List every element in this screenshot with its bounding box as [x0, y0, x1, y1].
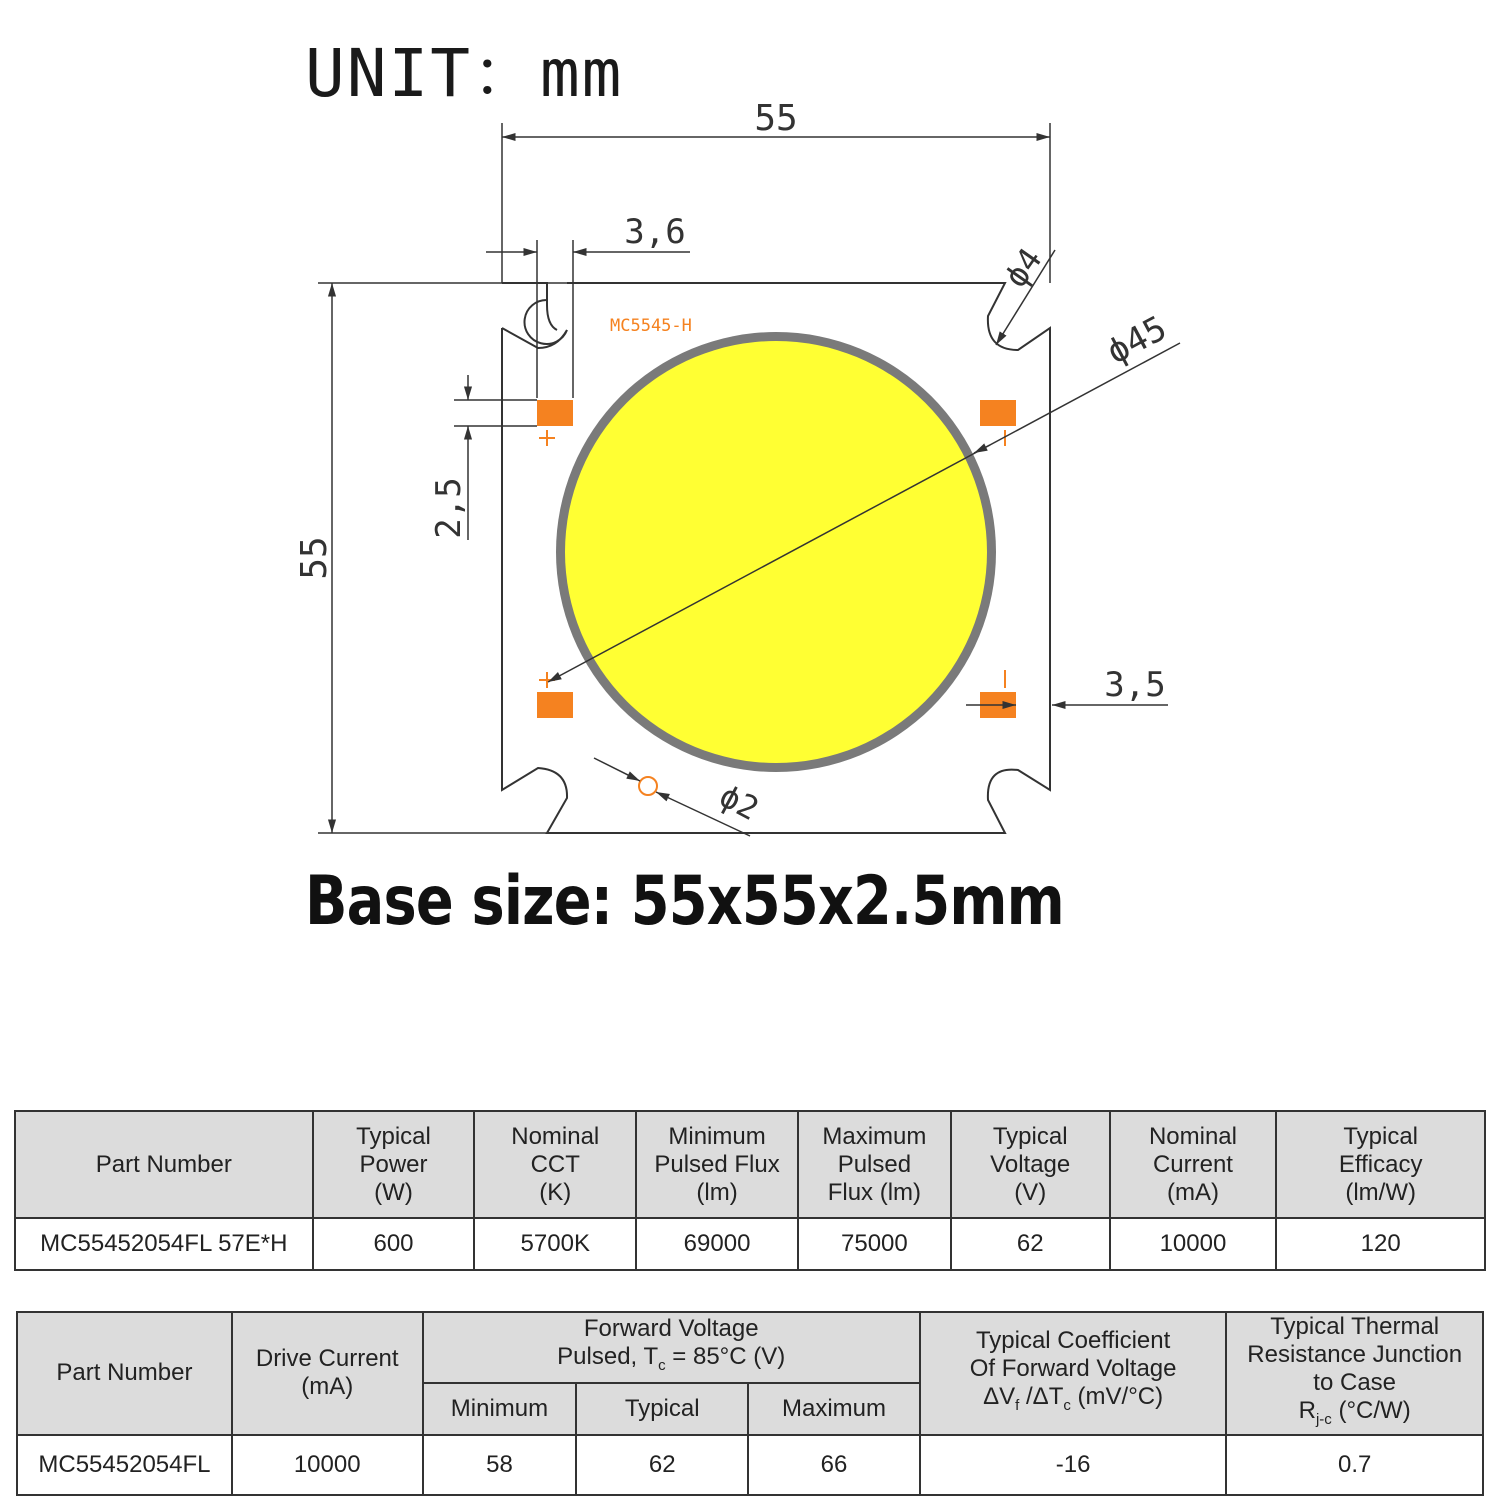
header-minimum: Minimum: [423, 1383, 577, 1434]
header-typical: Typical: [576, 1383, 748, 1434]
header-thermal-resistance: Typical Thermal Resistance Junction to Case $R_{j-c}$ (°C/W): [1226, 1312, 1483, 1435]
header-min-flux: Minimum Pulsed Flux (lm): [636, 1111, 798, 1218]
mark-diameter-dimension: ϕ2: [713, 776, 766, 829]
cell-part-number: MC55452054FL 57E*H: [15, 1218, 313, 1270]
cell-cct: 5700K: [474, 1218, 636, 1270]
cell-vf-typ: 62: [576, 1435, 748, 1495]
cell-efficacy: 120: [1276, 1218, 1485, 1270]
hole-diameter-dimension: ϕ4: [996, 241, 1050, 295]
spec-table-main: [14, 1110, 1486, 1271]
header-typical-power: Typical Power (W): [313, 1111, 475, 1218]
cell-vf-max: 66: [748, 1435, 920, 1495]
table-header-row: [17, 1312, 1483, 1383]
table-row: [17, 1435, 1483, 1495]
table-row: [15, 1218, 1485, 1270]
pad-side-dimension: 3,5: [1104, 665, 1166, 705]
header-nominal-cct: Nominal CCT (K): [474, 1111, 636, 1218]
cell-thermal-resistance: 0.7: [1226, 1435, 1483, 1495]
cell-temp-coefficient: -16: [920, 1435, 1226, 1495]
cell-current: 10000: [1110, 1218, 1277, 1270]
pad-top-left: [537, 400, 573, 426]
height-dimension: 55: [294, 536, 335, 580]
width-dimension: 55: [754, 98, 798, 139]
led-diameter-dimension: ϕ45: [1100, 308, 1174, 373]
spec-table-electrical: [16, 1311, 1484, 1496]
cell-min-flux: 69000: [636, 1218, 798, 1270]
cell-max-flux: 75000: [798, 1218, 951, 1270]
base-size-label: Base size: 55x55x2.5mm: [305, 862, 1064, 941]
header-forward-voltage: Forward Voltage Pulsed, $T_c = 85^\circ C$ (V): [423, 1312, 920, 1383]
pad-bottom-left: [537, 692, 573, 718]
cell-part-number: MC55452054FL: [17, 1435, 232, 1495]
pad-offset-dimension: 3,6: [624, 212, 686, 252]
led-emitting-area: [565, 341, 987, 763]
header-maximum: Maximum: [748, 1383, 920, 1434]
header-part-number: Part Number: [15, 1111, 313, 1218]
cell-drive-current: 10000: [232, 1435, 423, 1495]
header-part-number: Part Number: [17, 1312, 232, 1435]
mark-circle: [639, 777, 657, 795]
cell-power: 600: [313, 1218, 475, 1270]
chip-label: MC5545-H: [610, 316, 692, 336]
header-temp-coefficient: Typical Coefficient Of Forward Voltage $\Delta V_f$ $/\Delta T_c$ (mV/°C): [920, 1312, 1226, 1435]
table-header-row: [15, 1111, 1485, 1218]
header-drive-current: Drive Current (mA): [232, 1312, 423, 1435]
header-typical-voltage: Typical Voltage (V): [951, 1111, 1110, 1218]
cell-voltage: 62: [951, 1218, 1110, 1270]
pad-height-dimension: 2,5: [429, 477, 469, 539]
pad-top-right: [980, 400, 1016, 426]
header-nominal-current: Nominal Current (mA): [1110, 1111, 1277, 1218]
header-max-flux: Maximum Pulsed Flux (lm): [798, 1111, 951, 1218]
header-typical-efficacy: Typical Efficacy (lm/W): [1276, 1111, 1485, 1218]
unit-label: UNIT：mm: [305, 35, 624, 112]
cell-vf-min: 58: [423, 1435, 577, 1495]
